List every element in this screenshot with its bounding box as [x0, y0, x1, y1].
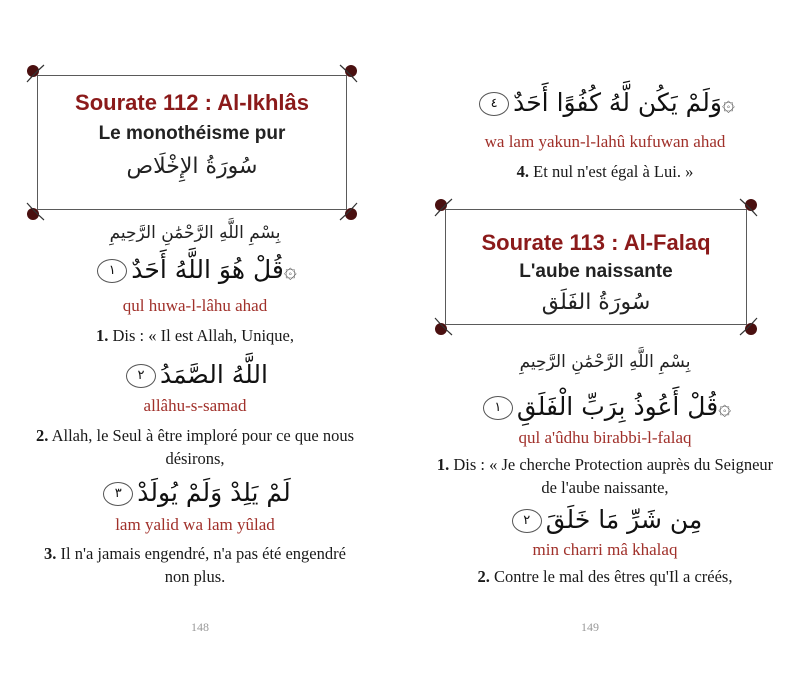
ayah-number-badge: ٢	[512, 509, 542, 533]
verse-arabic-text: لَمْ يَلِدْ وَلَمْ يُولَدْ	[137, 478, 291, 507]
sourate-arabic-name: سُورَةُ الفَلَق	[541, 290, 651, 315]
verse-arabic-text: قُلْ هُوَ اللَّهُ أَحَدٌ	[131, 255, 284, 284]
verse-number-label: 1.	[436, 455, 450, 474]
ayah-number-badge: ١	[97, 259, 127, 283]
ornament-corner-icon	[432, 196, 458, 222]
page-number: 148	[191, 620, 209, 634]
left-page	[0, 0, 390, 683]
verse-translation	[20, 324, 370, 347]
verse-translation-text: Allah, le Seul à être imploré pour ce que nous désirons,	[51, 426, 354, 468]
verse-translation-text: Et nul n'est égal à Lui. »	[533, 162, 694, 181]
verse-translation	[430, 453, 780, 499]
verse-transliteration: lam yalid wa lam yûlad	[115, 515, 275, 534]
verse-number-label: 2.	[36, 426, 49, 445]
verse-arabic	[410, 88, 800, 117]
verse-arabic-text: قُلْ أَعُوذُ بِرَبِّ الْفَلَقِ	[516, 392, 719, 421]
ornament-corner-icon	[334, 62, 360, 88]
sourate-title: Sourate 113 : Al-Falaq	[481, 230, 711, 255]
sourate-113-frame	[445, 209, 747, 325]
basmala: بِسْمِ اللَّهِ الرَّحْمَٰنِ الرَّحِيمِ	[109, 223, 281, 243]
verse-translation-text: Dis : « Il est Allah, Unique,	[112, 326, 294, 345]
basmala: بِسْمِ اللَّهِ الرَّحْمَٰنِ الرَّحِيمِ	[519, 352, 691, 372]
verse-translation	[430, 565, 780, 588]
verse-arabic	[410, 392, 800, 421]
verse-arabic-text: اللَّهُ الصَّمَدُ	[159, 360, 268, 389]
right-page	[410, 0, 800, 683]
verse-number-label: 1.	[96, 326, 109, 345]
ornament-corner-icon	[734, 312, 760, 338]
verse-translation	[30, 424, 360, 470]
ornament-corner-icon	[334, 197, 360, 223]
verse-translation	[430, 160, 780, 183]
verse-arabic-text: مِن شَرِّ مَا خَلَقَ	[545, 505, 703, 534]
verse-arabic	[0, 255, 390, 284]
verse-transliteration: qul huwa-l-lâhu ahad	[122, 296, 268, 315]
verse-transliteration: wa lam yakun-l-lahû kufuwan ahad	[484, 132, 726, 151]
sourate-subtitle: Le monothéisme pur	[98, 123, 286, 144]
page-number: 149	[581, 620, 599, 634]
ayah-ornament-icon: ۞	[718, 395, 732, 421]
ayah-number-badge: ١	[483, 396, 513, 420]
sourate-112-frame	[37, 75, 347, 210]
verse-translation	[30, 542, 360, 588]
ayah-ornament-icon: ۞	[283, 258, 297, 284]
ornament-corner-icon	[24, 197, 50, 223]
verse-translation-text: Il n'a jamais engendré, n'a pas été engendré non plus.	[60, 544, 346, 586]
verse-arabic-text: وَلَمْ يَكُن لَّهُ كُفُوًا أَحَدٌ	[513, 88, 722, 117]
sourate-arabic-name: سُورَةُ الإِخْلَاص	[126, 154, 258, 179]
sourate-subtitle: L'aube naissante	[519, 261, 673, 282]
verse-transliteration: qul a'ûdhu birabbi-l-falaq	[518, 428, 692, 447]
verse-translation-text: Dis : « Je cherche Protection auprès du Seigneur de l'aube naissante,	[453, 455, 774, 497]
verse-arabic	[0, 360, 390, 389]
ornament-corner-icon	[734, 196, 760, 222]
ayah-number-badge: ٣	[103, 482, 133, 506]
verse-number-label: 3.	[44, 544, 57, 563]
verse-number-label: 2.	[477, 567, 490, 586]
verse-number-label: 4.	[516, 162, 530, 181]
verse-translation-text: Contre le mal des êtres qu'Il a créés,	[494, 567, 733, 586]
ayah-ornament-icon: ۞	[721, 91, 735, 117]
sourate-title: Sourate 112 : Al-Ikhlâs	[75, 90, 309, 115]
ornament-corner-icon	[432, 312, 458, 338]
verse-transliteration: min charri mâ khalaq	[532, 540, 678, 559]
verse-transliteration: allâhu-s-samad	[143, 396, 247, 415]
ayah-number-badge: ٢	[126, 364, 156, 388]
ornament-corner-icon	[24, 62, 50, 88]
verse-arabic	[0, 478, 390, 507]
ayah-number-badge: ٤	[479, 92, 509, 116]
verse-arabic	[410, 505, 800, 534]
